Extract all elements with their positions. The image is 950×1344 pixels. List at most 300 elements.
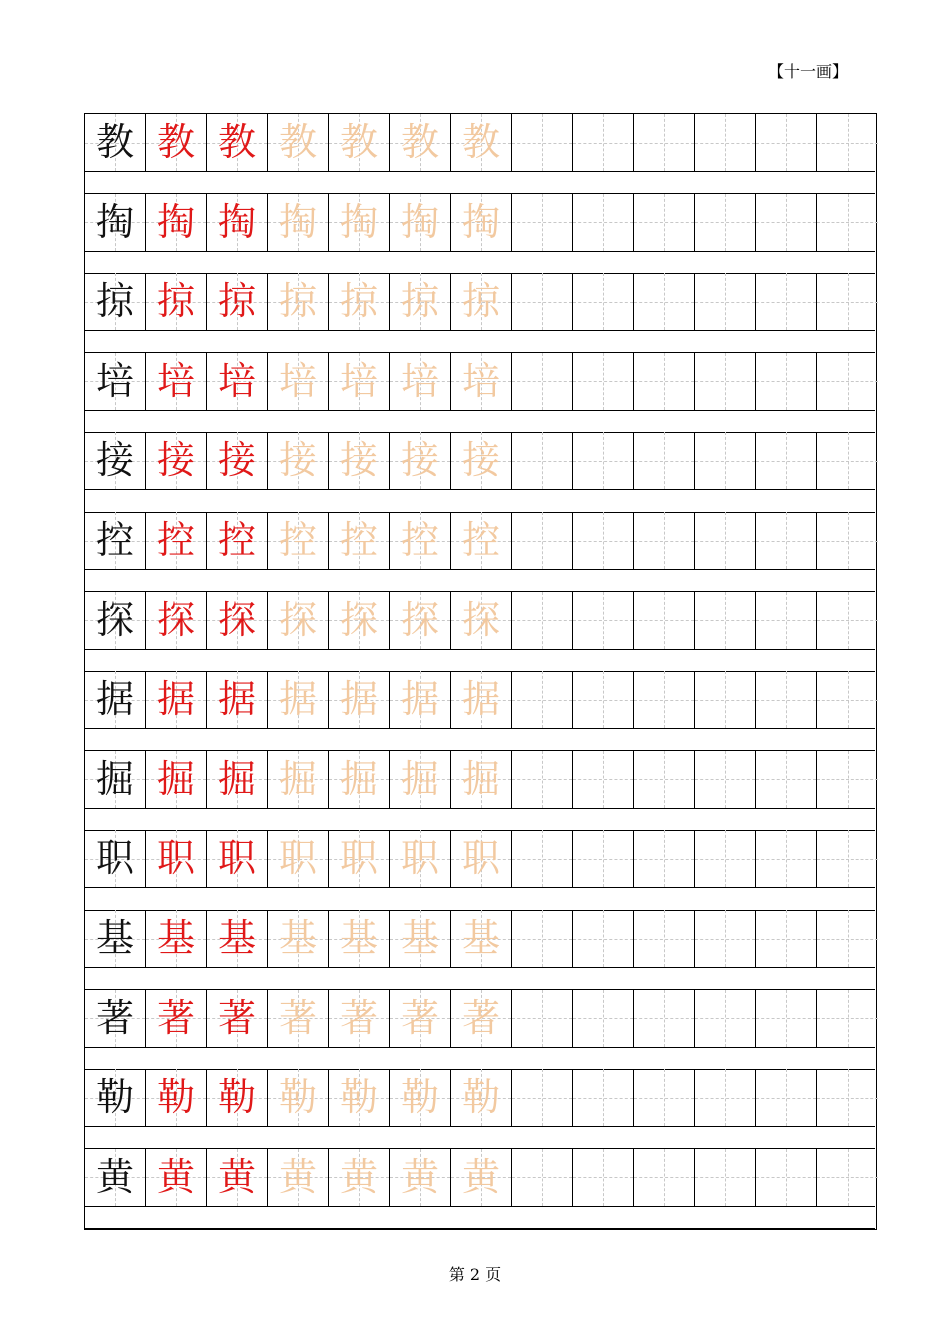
blank-writing-cell — [634, 671, 695, 728]
trace-character: 教 — [278, 120, 317, 164]
red-copy-cell — [207, 273, 268, 330]
blank-writing-cell — [512, 1149, 573, 1206]
blank-writing-cell — [695, 671, 756, 728]
blank-writing-cell — [756, 751, 817, 808]
trace-character: 教 — [461, 120, 500, 164]
page-number: 第 2 页 — [448, 1265, 502, 1284]
trace-cell — [390, 194, 451, 251]
red-copy-cell — [146, 751, 207, 808]
trace-cell — [329, 1069, 390, 1126]
trace-character: 接 — [278, 438, 317, 483]
blank-writing-cell — [573, 1069, 634, 1126]
blank-writing-cell — [756, 990, 817, 1047]
trace-cell — [451, 194, 512, 251]
trace-character: 掠 — [278, 279, 317, 324]
model-character: 接 — [95, 438, 134, 483]
trace-cell — [268, 512, 329, 569]
model-character: 基 — [95, 916, 134, 960]
red-copy-cell — [207, 512, 268, 569]
trace-cell — [329, 432, 390, 489]
trace-character: 据 — [461, 677, 500, 722]
trace-cell — [390, 990, 451, 1047]
red-copy-character: 掘 — [217, 756, 256, 801]
model-character: 黄 — [95, 1154, 134, 1199]
model-character-cell — [85, 990, 146, 1047]
red-copy-character: 掠 — [156, 279, 195, 324]
blank-writing-cell — [573, 114, 634, 171]
trace-cell — [451, 990, 512, 1047]
trace-character: 培 — [339, 358, 378, 403]
trace-character: 掏 — [461, 199, 500, 244]
blank-writing-cell — [695, 194, 756, 251]
trace-character: 探 — [461, 597, 500, 642]
red-copy-cell — [146, 592, 207, 649]
trace-cell — [268, 1149, 329, 1206]
blank-writing-cell — [512, 432, 573, 489]
trace-cell — [390, 592, 451, 649]
blank-writing-cell — [695, 273, 756, 330]
practice-row — [85, 353, 875, 411]
blank-writing-cell — [512, 592, 573, 649]
blank-writing-cell — [512, 910, 573, 967]
red-copy-character: 据 — [156, 677, 195, 722]
practice-row — [85, 273, 875, 331]
trace-character: 基 — [278, 916, 317, 960]
blank-writing-cell — [756, 592, 817, 649]
blank-writing-cell — [634, 1069, 695, 1126]
trace-character: 黄 — [339, 1154, 378, 1199]
row-spacer — [85, 1127, 875, 1149]
trace-cell — [329, 194, 390, 251]
blank-writing-cell — [817, 353, 878, 410]
red-copy-cell — [146, 910, 207, 967]
trace-cell — [329, 114, 390, 171]
trace-character: 据 — [278, 677, 317, 722]
red-copy-character: 掠 — [217, 279, 256, 324]
red-copy-cell — [207, 194, 268, 251]
red-copy-cell — [146, 990, 207, 1047]
blank-writing-cell — [634, 1149, 695, 1206]
practice-row — [85, 1149, 875, 1207]
trace-character: 接 — [461, 438, 500, 483]
row-spacer — [85, 252, 875, 274]
blank-writing-cell — [634, 432, 695, 489]
trace-cell — [390, 114, 451, 171]
trace-character: 控 — [400, 518, 439, 562]
trace-character: 掠 — [400, 279, 439, 324]
trace-cell — [268, 990, 329, 1047]
red-copy-character: 著 — [217, 995, 256, 1040]
trace-cell — [268, 592, 329, 649]
blank-writing-cell — [512, 1069, 573, 1126]
model-character: 培 — [95, 358, 134, 403]
red-copy-cell — [207, 432, 268, 489]
row-spacer — [85, 809, 875, 831]
row-spacer — [85, 889, 875, 911]
red-copy-character: 据 — [217, 677, 256, 722]
trace-cell — [451, 432, 512, 489]
trace-character: 探 — [278, 597, 317, 642]
trace-character: 基 — [339, 916, 378, 960]
blank-writing-cell — [756, 1069, 817, 1126]
trace-character: 控 — [339, 518, 378, 562]
trace-character: 勒 — [400, 1075, 439, 1120]
trace-cell — [268, 671, 329, 728]
row-spacer — [85, 1048, 875, 1070]
red-copy-cell — [207, 830, 268, 887]
blank-writing-cell — [573, 1149, 634, 1206]
trace-cell — [268, 751, 329, 808]
model-character: 探 — [95, 597, 134, 642]
trace-character: 掠 — [461, 279, 500, 324]
practice-row — [85, 990, 875, 1048]
blank-writing-cell — [756, 353, 817, 410]
row-spacer — [85, 331, 875, 353]
model-character: 勒 — [95, 1075, 134, 1120]
blank-writing-cell — [695, 910, 756, 967]
blank-writing-cell — [634, 592, 695, 649]
model-character-cell — [85, 910, 146, 967]
trace-character: 职 — [461, 836, 500, 881]
blank-writing-cell — [512, 194, 573, 251]
trace-cell — [390, 1149, 451, 1206]
red-copy-character: 著 — [156, 995, 195, 1040]
model-character-cell — [85, 353, 146, 410]
blank-writing-cell — [512, 353, 573, 410]
trace-cell — [268, 353, 329, 410]
blank-writing-cell — [634, 194, 695, 251]
model-character: 据 — [95, 677, 134, 722]
red-copy-character: 掏 — [156, 199, 195, 244]
red-copy-character: 控 — [156, 518, 195, 562]
red-copy-cell — [146, 432, 207, 489]
red-copy-character: 培 — [217, 358, 256, 403]
trace-character: 接 — [400, 438, 439, 483]
blank-writing-cell — [817, 194, 878, 251]
blank-writing-cell — [512, 512, 573, 569]
row-spacer — [85, 570, 875, 592]
blank-writing-cell — [756, 194, 817, 251]
blank-writing-cell — [573, 990, 634, 1047]
trace-cell — [451, 114, 512, 171]
model-character: 著 — [95, 995, 134, 1040]
blank-writing-cell — [573, 751, 634, 808]
trace-character: 控 — [461, 518, 500, 562]
blank-writing-cell — [817, 990, 878, 1047]
blank-writing-cell — [512, 990, 573, 1047]
trace-character: 据 — [400, 677, 439, 722]
trace-character: 勒 — [278, 1075, 317, 1120]
red-copy-cell — [146, 671, 207, 728]
blank-writing-cell — [512, 114, 573, 171]
trace-character: 著 — [400, 995, 439, 1040]
blank-writing-cell — [695, 592, 756, 649]
practice-row — [85, 751, 875, 809]
trace-cell — [390, 910, 451, 967]
blank-writing-cell — [512, 751, 573, 808]
blank-writing-cell — [573, 432, 634, 489]
blank-writing-cell — [817, 751, 878, 808]
practice-row — [85, 830, 875, 888]
blank-writing-cell — [695, 512, 756, 569]
trace-cell — [329, 751, 390, 808]
blank-writing-cell — [695, 751, 756, 808]
model-character: 职 — [95, 836, 134, 881]
trace-cell — [390, 751, 451, 808]
trace-cell — [329, 1149, 390, 1206]
blank-writing-cell — [817, 432, 878, 489]
blank-writing-cell — [756, 114, 817, 171]
blank-writing-cell — [817, 273, 878, 330]
red-copy-character: 培 — [156, 358, 195, 403]
red-copy-character: 基 — [156, 916, 195, 960]
model-character: 控 — [95, 518, 134, 562]
trace-character: 教 — [339, 120, 378, 164]
model-character: 掏 — [95, 199, 134, 244]
red-copy-cell — [146, 353, 207, 410]
red-copy-character: 接 — [156, 438, 195, 483]
trace-cell — [268, 194, 329, 251]
red-copy-character: 掘 — [156, 756, 195, 801]
trace-character: 教 — [400, 120, 439, 164]
trace-character: 接 — [339, 438, 378, 483]
model-character-cell — [85, 432, 146, 489]
trace-cell — [329, 990, 390, 1047]
row-spacer — [85, 650, 875, 672]
red-copy-cell — [207, 671, 268, 728]
trace-cell — [268, 114, 329, 171]
model-character: 掘 — [95, 756, 134, 801]
practice-row — [85, 512, 875, 570]
practice-row — [85, 114, 875, 172]
trace-character: 勒 — [339, 1075, 378, 1120]
model-character-cell — [85, 1149, 146, 1206]
trace-cell — [329, 830, 390, 887]
blank-writing-cell — [573, 910, 634, 967]
trace-cell — [329, 671, 390, 728]
blank-writing-cell — [573, 194, 634, 251]
trace-character: 掏 — [278, 199, 317, 244]
trace-cell — [329, 273, 390, 330]
blank-writing-cell — [756, 830, 817, 887]
trace-cell — [390, 512, 451, 569]
trace-character: 掘 — [461, 756, 500, 801]
blank-writing-cell — [817, 671, 878, 728]
red-copy-character: 职 — [217, 836, 256, 881]
model-character: 教 — [95, 120, 134, 164]
blank-writing-cell — [512, 273, 573, 330]
red-copy-cell — [146, 114, 207, 171]
blank-writing-cell — [756, 671, 817, 728]
blank-writing-cell — [756, 512, 817, 569]
trace-cell — [268, 830, 329, 887]
trace-cell — [451, 1069, 512, 1126]
trace-cell — [451, 353, 512, 410]
trace-cell — [451, 751, 512, 808]
practice-row — [85, 432, 875, 490]
blank-writing-cell — [573, 353, 634, 410]
blank-writing-cell — [634, 114, 695, 171]
trace-character: 职 — [278, 836, 317, 881]
red-copy-character: 黄 — [156, 1154, 195, 1199]
red-copy-character: 掏 — [217, 199, 256, 244]
red-copy-cell — [207, 592, 268, 649]
trace-character: 著 — [339, 995, 378, 1040]
row-spacer — [85, 968, 875, 990]
trace-cell — [451, 273, 512, 330]
blank-writing-cell — [634, 512, 695, 569]
blank-writing-cell — [695, 830, 756, 887]
trace-cell — [390, 1069, 451, 1126]
red-copy-cell — [146, 194, 207, 251]
trace-cell — [329, 592, 390, 649]
trace-character: 职 — [400, 836, 439, 881]
blank-writing-cell — [634, 353, 695, 410]
model-character-cell — [85, 194, 146, 251]
trace-cell — [451, 512, 512, 569]
red-copy-character: 勒 — [217, 1075, 256, 1120]
red-copy-character: 接 — [217, 438, 256, 483]
stroke-count-label: 【十一画】 — [768, 62, 849, 81]
row-spacer — [85, 172, 875, 194]
blank-writing-cell — [756, 273, 817, 330]
trace-character: 掠 — [339, 279, 378, 324]
model-character-cell — [85, 512, 146, 569]
trace-cell — [329, 910, 390, 967]
blank-writing-cell — [756, 910, 817, 967]
blank-writing-cell — [695, 990, 756, 1047]
blank-writing-cell — [634, 273, 695, 330]
blank-writing-cell — [573, 273, 634, 330]
trace-cell — [329, 512, 390, 569]
red-copy-character: 教 — [217, 120, 256, 164]
trace-cell — [268, 1069, 329, 1126]
trace-character: 黄 — [461, 1154, 500, 1199]
trace-cell — [451, 830, 512, 887]
trace-cell — [268, 432, 329, 489]
trace-character: 掘 — [278, 756, 317, 801]
red-copy-character: 黄 — [217, 1154, 256, 1199]
blank-writing-cell — [695, 1149, 756, 1206]
trace-character: 著 — [278, 995, 317, 1040]
red-copy-cell — [146, 1149, 207, 1206]
trace-cell — [268, 273, 329, 330]
row-spacer — [85, 1207, 875, 1229]
practice-row — [85, 592, 875, 650]
model-character-cell — [85, 1069, 146, 1126]
trace-character: 著 — [461, 995, 500, 1040]
trace-character: 掘 — [339, 756, 378, 801]
blank-writing-cell — [817, 592, 878, 649]
model-character-cell — [85, 671, 146, 728]
trace-character: 职 — [339, 836, 378, 881]
practice-grid — [84, 113, 877, 1230]
trace-character: 探 — [400, 597, 439, 642]
trace-character: 黄 — [400, 1154, 439, 1199]
trace-character: 黄 — [278, 1154, 317, 1199]
trace-cell — [329, 353, 390, 410]
model-character-cell — [85, 114, 146, 171]
trace-character: 培 — [400, 358, 439, 403]
red-copy-cell — [146, 512, 207, 569]
model-character-cell — [85, 751, 146, 808]
trace-character: 培 — [461, 358, 500, 403]
blank-writing-cell — [634, 910, 695, 967]
trace-cell — [390, 671, 451, 728]
trace-character: 勒 — [461, 1075, 500, 1120]
trace-cell — [268, 910, 329, 967]
trace-character: 基 — [400, 916, 439, 960]
row-spacer — [85, 491, 875, 513]
blank-writing-cell — [756, 432, 817, 489]
trace-character: 基 — [461, 916, 500, 960]
trace-cell — [451, 1149, 512, 1206]
trace-cell — [390, 432, 451, 489]
blank-writing-cell — [512, 671, 573, 728]
trace-character: 据 — [339, 677, 378, 722]
trace-cell — [451, 592, 512, 649]
trace-cell — [451, 671, 512, 728]
red-copy-cell — [207, 1069, 268, 1126]
trace-character: 探 — [339, 597, 378, 642]
blank-writing-cell — [634, 751, 695, 808]
blank-writing-cell — [634, 990, 695, 1047]
blank-writing-cell — [695, 1069, 756, 1126]
red-copy-character: 探 — [217, 597, 256, 642]
trace-cell — [451, 910, 512, 967]
blank-writing-cell — [634, 830, 695, 887]
red-copy-cell — [207, 910, 268, 967]
red-copy-cell — [207, 1149, 268, 1206]
red-copy-cell — [146, 1069, 207, 1126]
practice-row — [85, 194, 875, 252]
red-copy-character: 勒 — [156, 1075, 195, 1120]
trace-character: 掘 — [400, 756, 439, 801]
blank-writing-cell — [817, 1149, 878, 1206]
trace-character: 掏 — [339, 199, 378, 244]
model-character-cell — [85, 830, 146, 887]
blank-writing-cell — [695, 353, 756, 410]
row-spacer — [85, 729, 875, 751]
model-character-cell — [85, 592, 146, 649]
red-copy-character: 基 — [217, 916, 256, 960]
trace-cell — [390, 830, 451, 887]
blank-writing-cell — [817, 830, 878, 887]
blank-writing-cell — [695, 114, 756, 171]
red-copy-character: 控 — [217, 518, 256, 562]
blank-writing-cell — [817, 512, 878, 569]
practice-row — [85, 671, 875, 729]
red-copy-cell — [207, 353, 268, 410]
blank-writing-cell — [817, 1069, 878, 1126]
red-copy-cell — [207, 990, 268, 1047]
blank-writing-cell — [573, 592, 634, 649]
practice-row — [85, 1069, 875, 1127]
red-copy-character: 探 — [156, 597, 195, 642]
blank-writing-cell — [512, 830, 573, 887]
model-character-cell — [85, 273, 146, 330]
trace-character: 掏 — [400, 199, 439, 244]
red-copy-character: 教 — [156, 120, 195, 164]
blank-writing-cell — [817, 910, 878, 967]
blank-writing-cell — [573, 830, 634, 887]
red-copy-cell — [207, 751, 268, 808]
blank-writing-cell — [817, 114, 878, 171]
blank-writing-cell — [756, 1149, 817, 1206]
practice-row — [85, 910, 875, 968]
red-copy-cell — [207, 114, 268, 171]
trace-character: 控 — [278, 518, 317, 562]
